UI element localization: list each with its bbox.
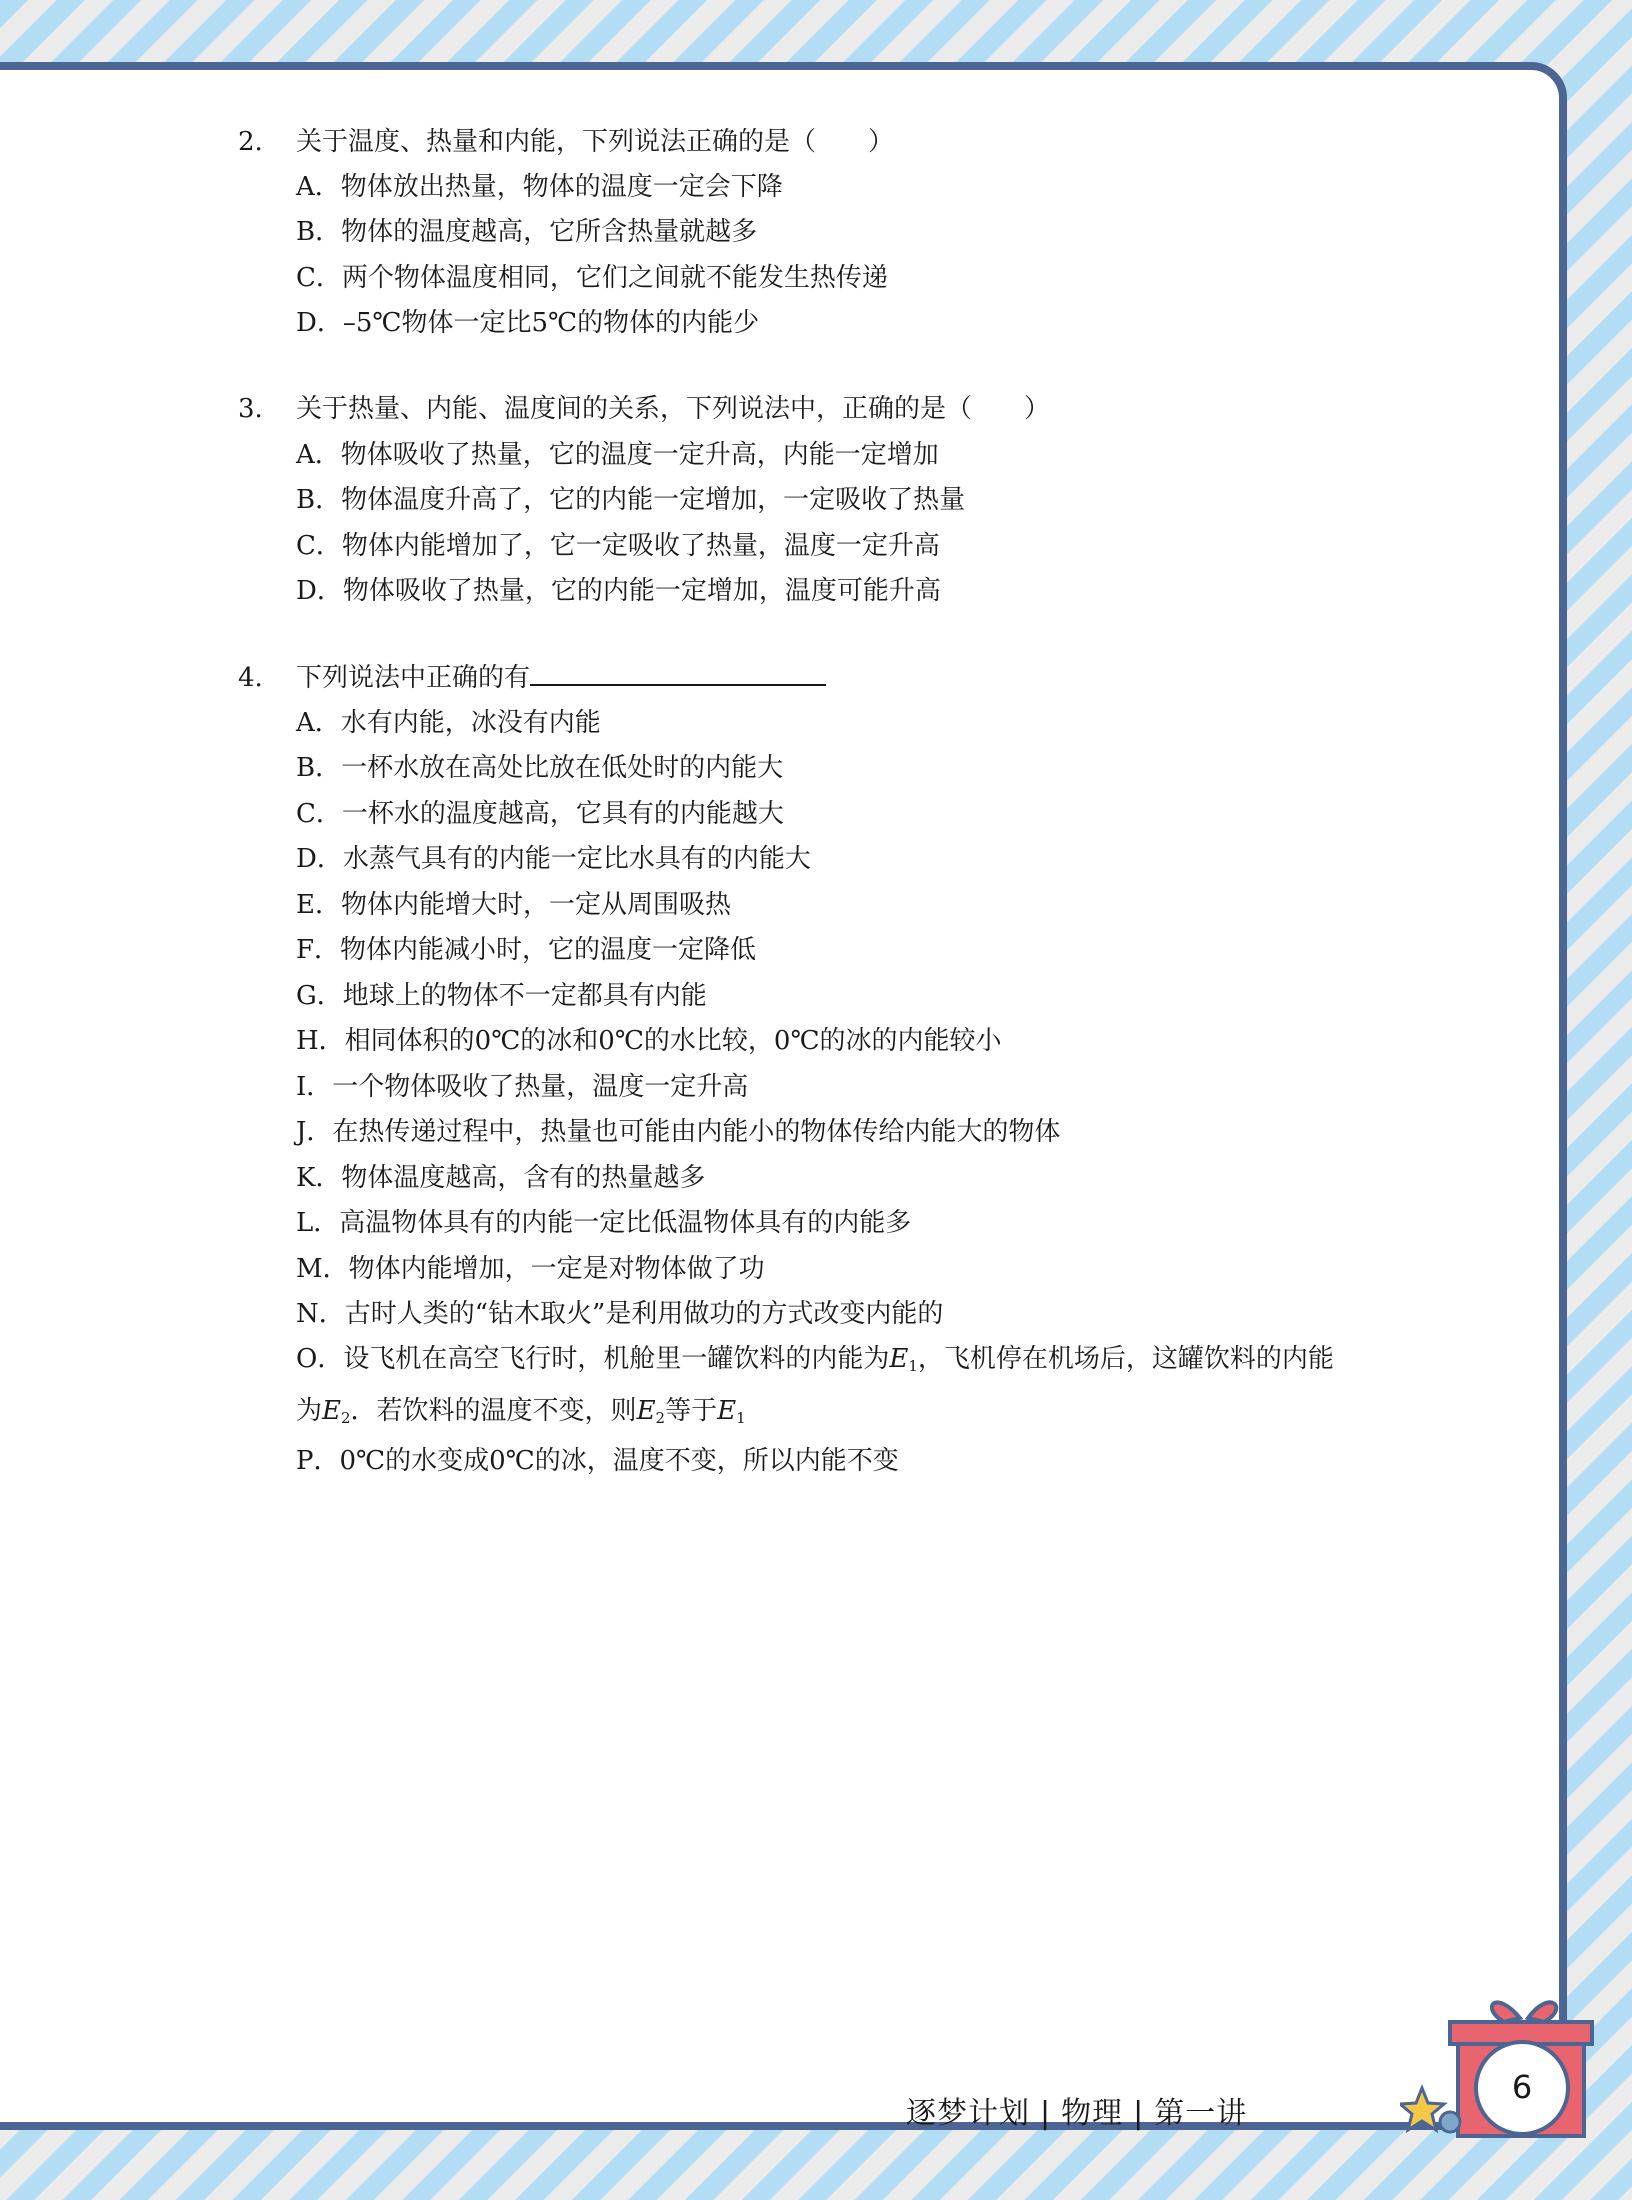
question-4-option-g: G．地球上的物体不一定都具有内能 <box>296 981 707 1011</box>
energy-variable-e2: $E_2$ <box>636 1396 666 1427</box>
question-4-option-a: A．水有内能，冰没有内能 <box>296 708 601 738</box>
page-number: 6 <box>1511 2068 1533 2106</box>
footer-subject: 物理 <box>1061 2096 1124 2131</box>
footer-separator: | <box>1040 2096 1052 2131</box>
footer-course-label <box>906 2088 1247 2132</box>
question-4-option-h: H．相同体积的0℃的冰和0℃的水比较，0℃的冰的内能较小 <box>296 1026 1002 1056</box>
question-4-option-c: C．一杯水的温度越高，它具有的内能越大 <box>296 799 784 829</box>
star-icon <box>1400 2088 1444 2130</box>
question-3-option-b: B．物体温度升高了，它的内能一定增加，一定吸收了热量 <box>296 485 966 515</box>
question-2-option-a: A．物体放出热量，物体的温度一定会下降 <box>296 172 783 202</box>
question-2-option-d: D．–5℃物体一定比5℃的物体的内能少 <box>296 308 760 338</box>
question-2-option-c: C．两个物体温度相同，它们之间就不能发生热传递 <box>296 263 888 293</box>
question-4-option-d: D．水蒸气具有的内能一定比水具有的内能大 <box>296 844 811 874</box>
question-4-option-j: J．在热传递过程中，热量也可能由内能小的物体传给内能大的物体 <box>296 1117 1061 1147</box>
question-4-option-k: K．物体温度越高，含有的热量越多 <box>296 1163 706 1193</box>
question-number: 2. <box>238 127 263 157</box>
question-text: 关于温度、热量和内能，下列说法正确的是（ ） <box>296 127 895 157</box>
question-4-option-i: I．一个物体吸收了热量，温度一定升高 <box>296 1072 749 1102</box>
question-text: 关于热量、内能、温度间的关系，下列说法中，正确的是（ ） <box>296 394 1051 424</box>
gift-bow-right <box>1528 2002 1556 2022</box>
question-3-stem <box>238 394 1050 424</box>
question-4-option-e: E．物体内能增大时，一定从周围吸热 <box>296 890 731 920</box>
question-4-option-o-line1: O．设飞机在高空飞行时，机舱里一罐饮料的内能为$E_1$，飞机停在机场后，这罐饮料的内能 <box>296 1344 1334 1375</box>
footer-series: 逐梦计划 <box>906 2096 1030 2131</box>
energy-variable-e1: $E_1$ <box>717 1396 746 1427</box>
question-3-option-d: D．物体吸收了热量，它的内能一定增加，温度可能升高 <box>296 576 941 606</box>
question-4-option-m: M．物体内能增加，一定是对物体做了功 <box>296 1254 765 1284</box>
question-4-option-n: N．古时人类的“钻木取火”是利用做功的方式改变内能的 <box>296 1299 944 1329</box>
footer-lecture: 第一讲 <box>1154 2096 1248 2131</box>
question-number: 4. <box>238 663 263 693</box>
footer-separator: | <box>1133 2096 1145 2131</box>
question-4-option-f: F．物体内能减小时，它的温度一定降低 <box>296 935 757 965</box>
gift-bow-left <box>1492 2002 1520 2022</box>
question-4-option-b: B．一杯水放在高处比放在低处时的内能大 <box>296 753 784 783</box>
question-number: 3. <box>238 394 263 424</box>
question-3-option-a: A．物体吸收了热量，它的温度一定升高，内能一定增加 <box>296 440 939 470</box>
question-3-option-c: C．物体内能增加了，它一定吸收了热量，温度一定升高 <box>296 531 940 561</box>
question-2-option-b: B．物体的温度越高，它所含热量就越多 <box>296 217 758 247</box>
question-4-stem <box>238 662 826 693</box>
question-2-stem <box>238 127 894 157</box>
gift-box-icon <box>1400 1988 1600 2138</box>
energy-variable-e1: $E_1$ <box>889 1344 918 1375</box>
ornament-ball-icon <box>1440 2112 1460 2132</box>
energy-variable-e2: $E_2$ <box>322 1396 351 1427</box>
answer-blank-line <box>530 662 826 686</box>
question-4-option-o-line2: 为$E_2$．若饮料的温度不变，则$E_2$等于$E_1$ <box>296 1396 746 1427</box>
page-card <box>0 62 1567 2130</box>
question-4-option-p: P．0℃的水变成0℃的冰，温度不变，所以内能不变 <box>296 1446 899 1476</box>
question-4-option-l: L．高温物体具有的内能一定比低温物体具有的内能多 <box>296 1208 912 1238</box>
question-text: 下列说法中正确的有 <box>296 663 531 693</box>
